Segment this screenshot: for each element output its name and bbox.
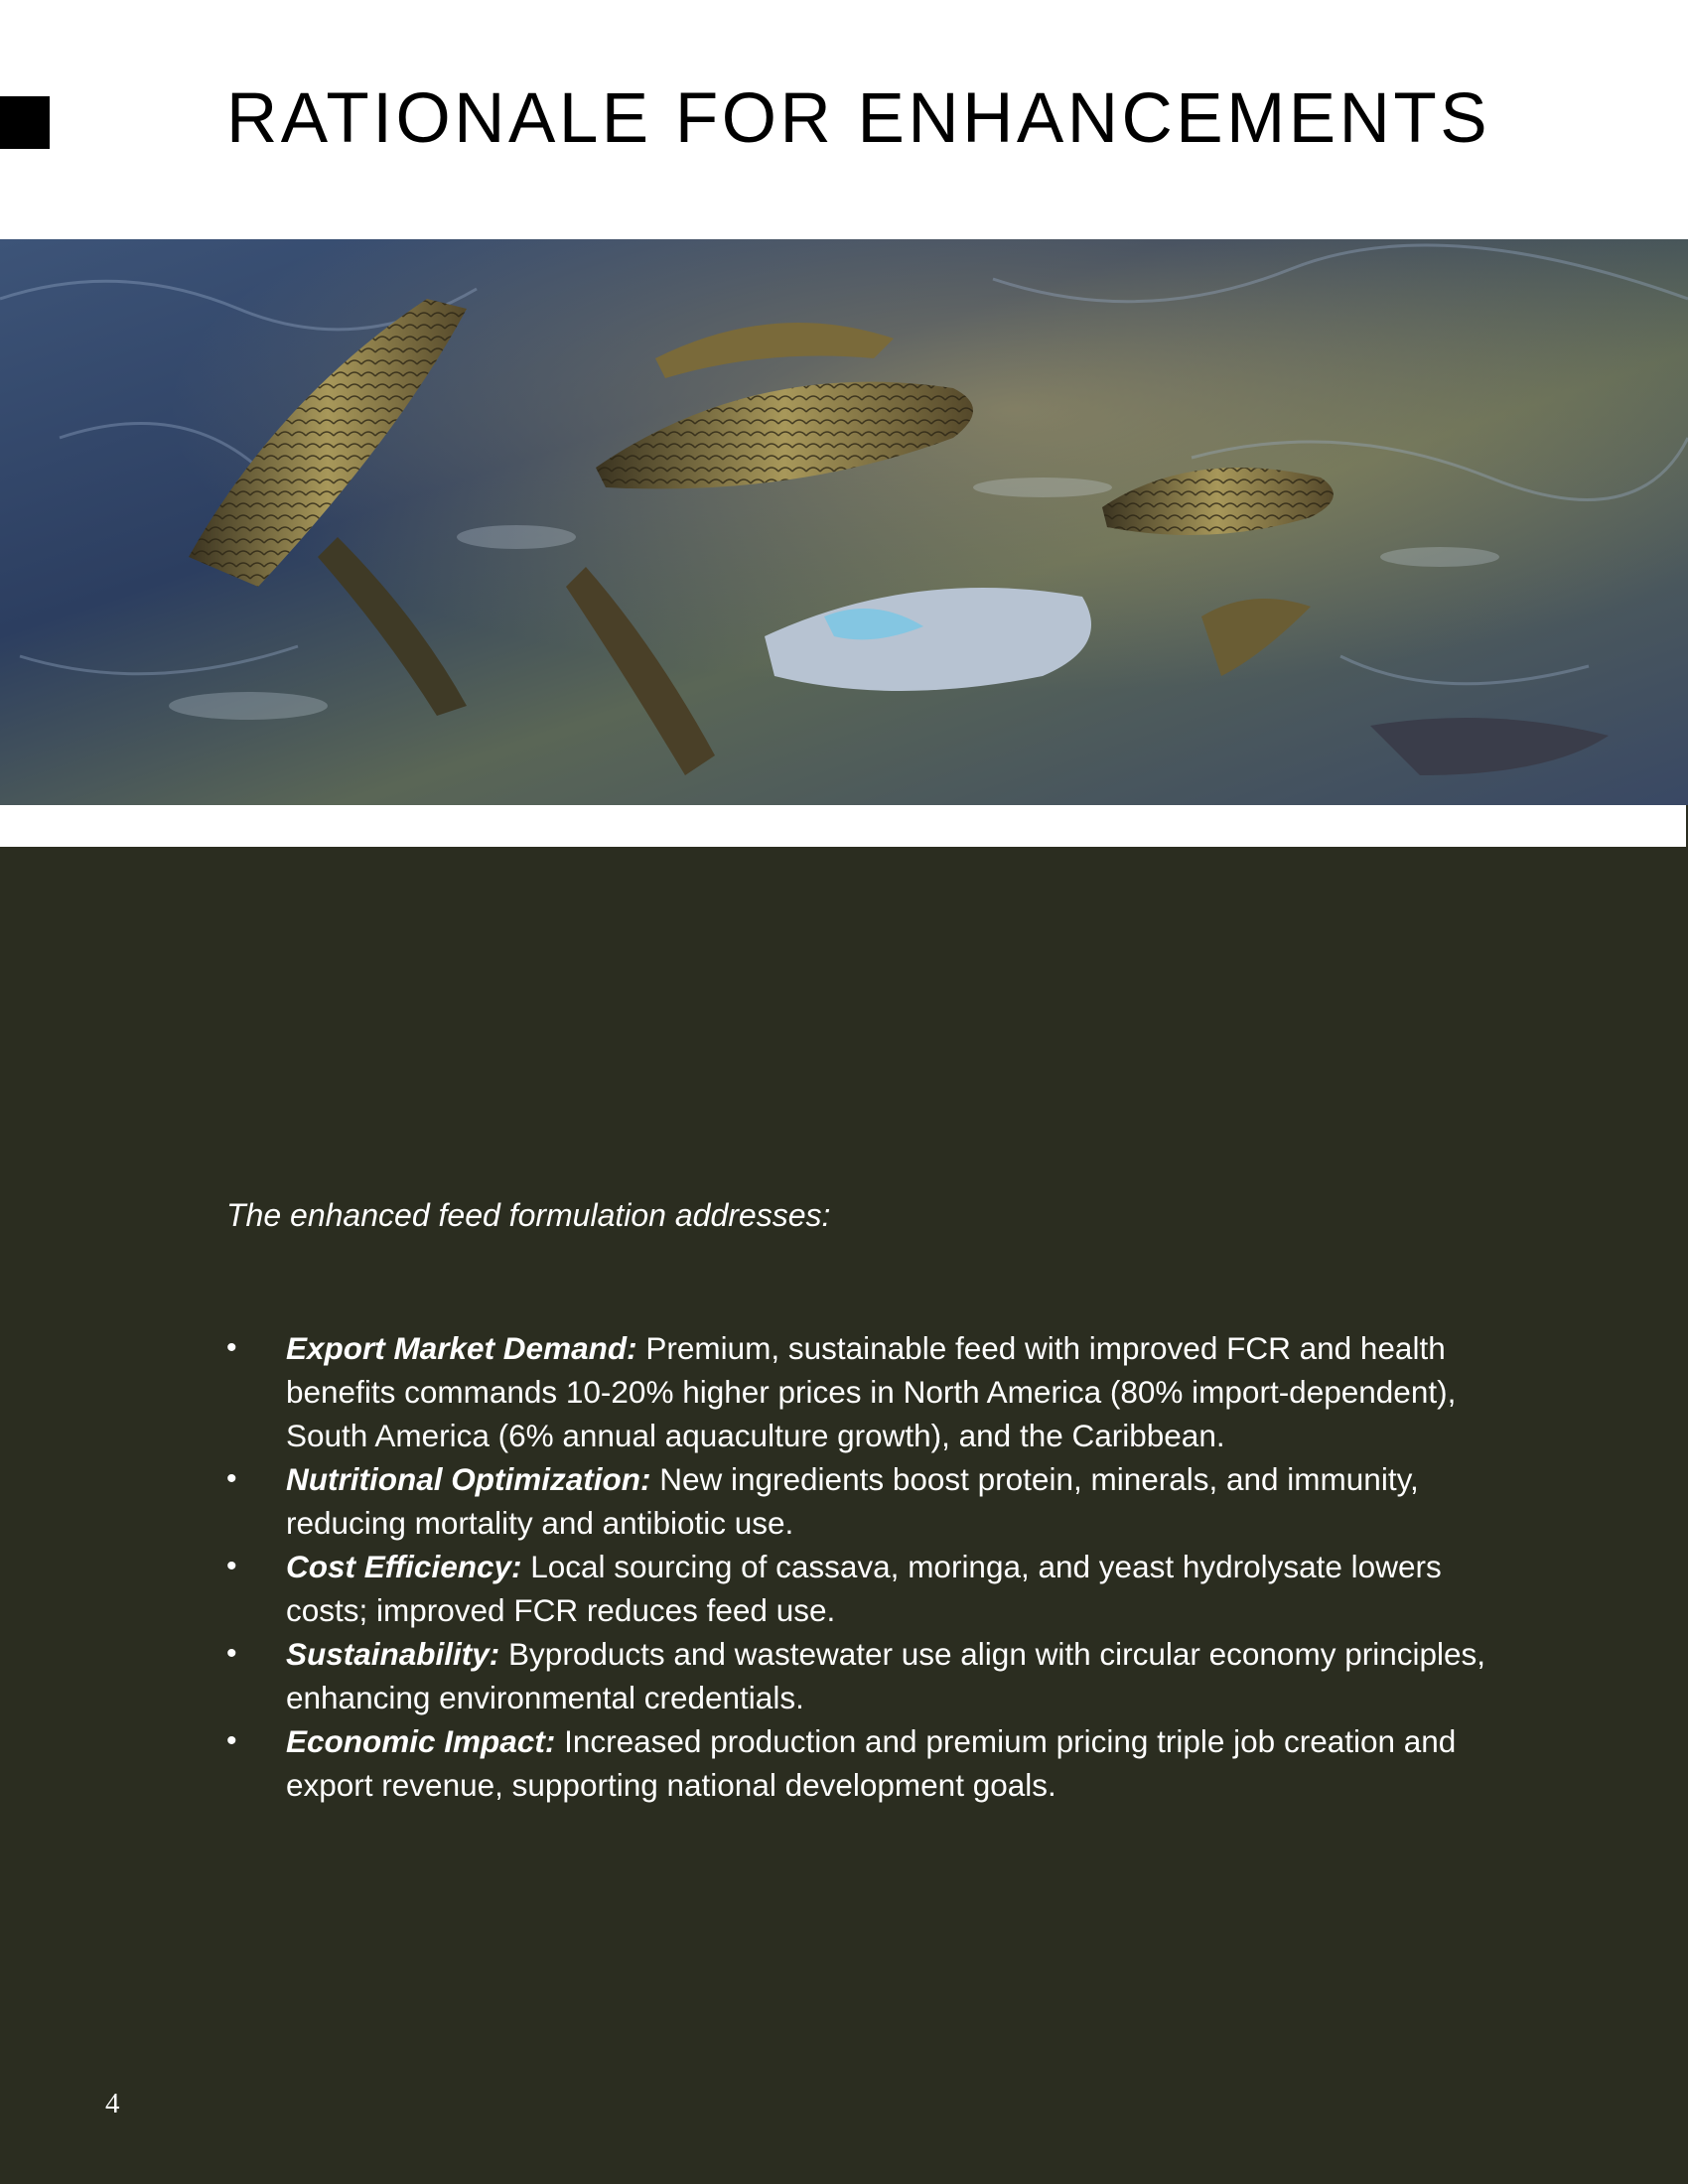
bullet-lead: Sustainability: — [286, 1636, 500, 1672]
intro-text: The enhanced feed formulation addresses: — [226, 1197, 831, 1233]
bullet-text: Premium, sustainable feed with improved FCR and health benefits commands 10-20% higher prices in North America (80% import-dependent), South America (6% annual aquaculture growth), and the Caribbean. — [286, 1330, 1457, 1453]
page-number: 4 — [105, 2088, 120, 2119]
bullet-text: Local sourcing of cassava, moringa, and yeast hydrolysate lowers costs; improved FCR reduces feed use. — [286, 1549, 1442, 1628]
hero-image — [0, 239, 1688, 805]
bullet-text: New ingredients boost protein, minerals, and immunity, reducing mortality and antibiotic use. — [286, 1461, 1419, 1541]
page-title: RATIONALE FOR ENHANCEMENTS — [226, 79, 1491, 158]
bullet-text: Increased production and premium pricing triple job creation and export revenue, supporting national development goals. — [286, 1723, 1457, 1803]
list-item — [226, 1457, 1517, 1545]
bullet-text: Byproducts and wastewater use align with circular economy principles, enhancing environmental credentials. — [286, 1636, 1486, 1715]
list-item — [226, 1326, 1517, 1457]
bullet-lead: Cost Efficiency: — [286, 1549, 522, 1584]
list-item — [226, 1719, 1517, 1807]
bullet-marker: • — [226, 1637, 237, 1670]
fish-photo-illustration — [0, 239, 1688, 805]
bullet-lead: Export Market Demand: — [286, 1330, 637, 1366]
bullet-marker: • — [226, 1550, 237, 1582]
bullet-marker: • — [226, 1331, 237, 1364]
bullet-lead: Economic Impact: — [286, 1723, 556, 1759]
bullet-lead: Nutritional Optimization: — [286, 1461, 651, 1497]
bullet-list — [226, 1326, 1517, 1807]
bullet-marker: • — [226, 1462, 237, 1495]
corner-mark — [0, 96, 50, 149]
list-item — [226, 1545, 1517, 1632]
bullet-marker: • — [226, 1724, 237, 1757]
list-item — [226, 1632, 1517, 1719]
